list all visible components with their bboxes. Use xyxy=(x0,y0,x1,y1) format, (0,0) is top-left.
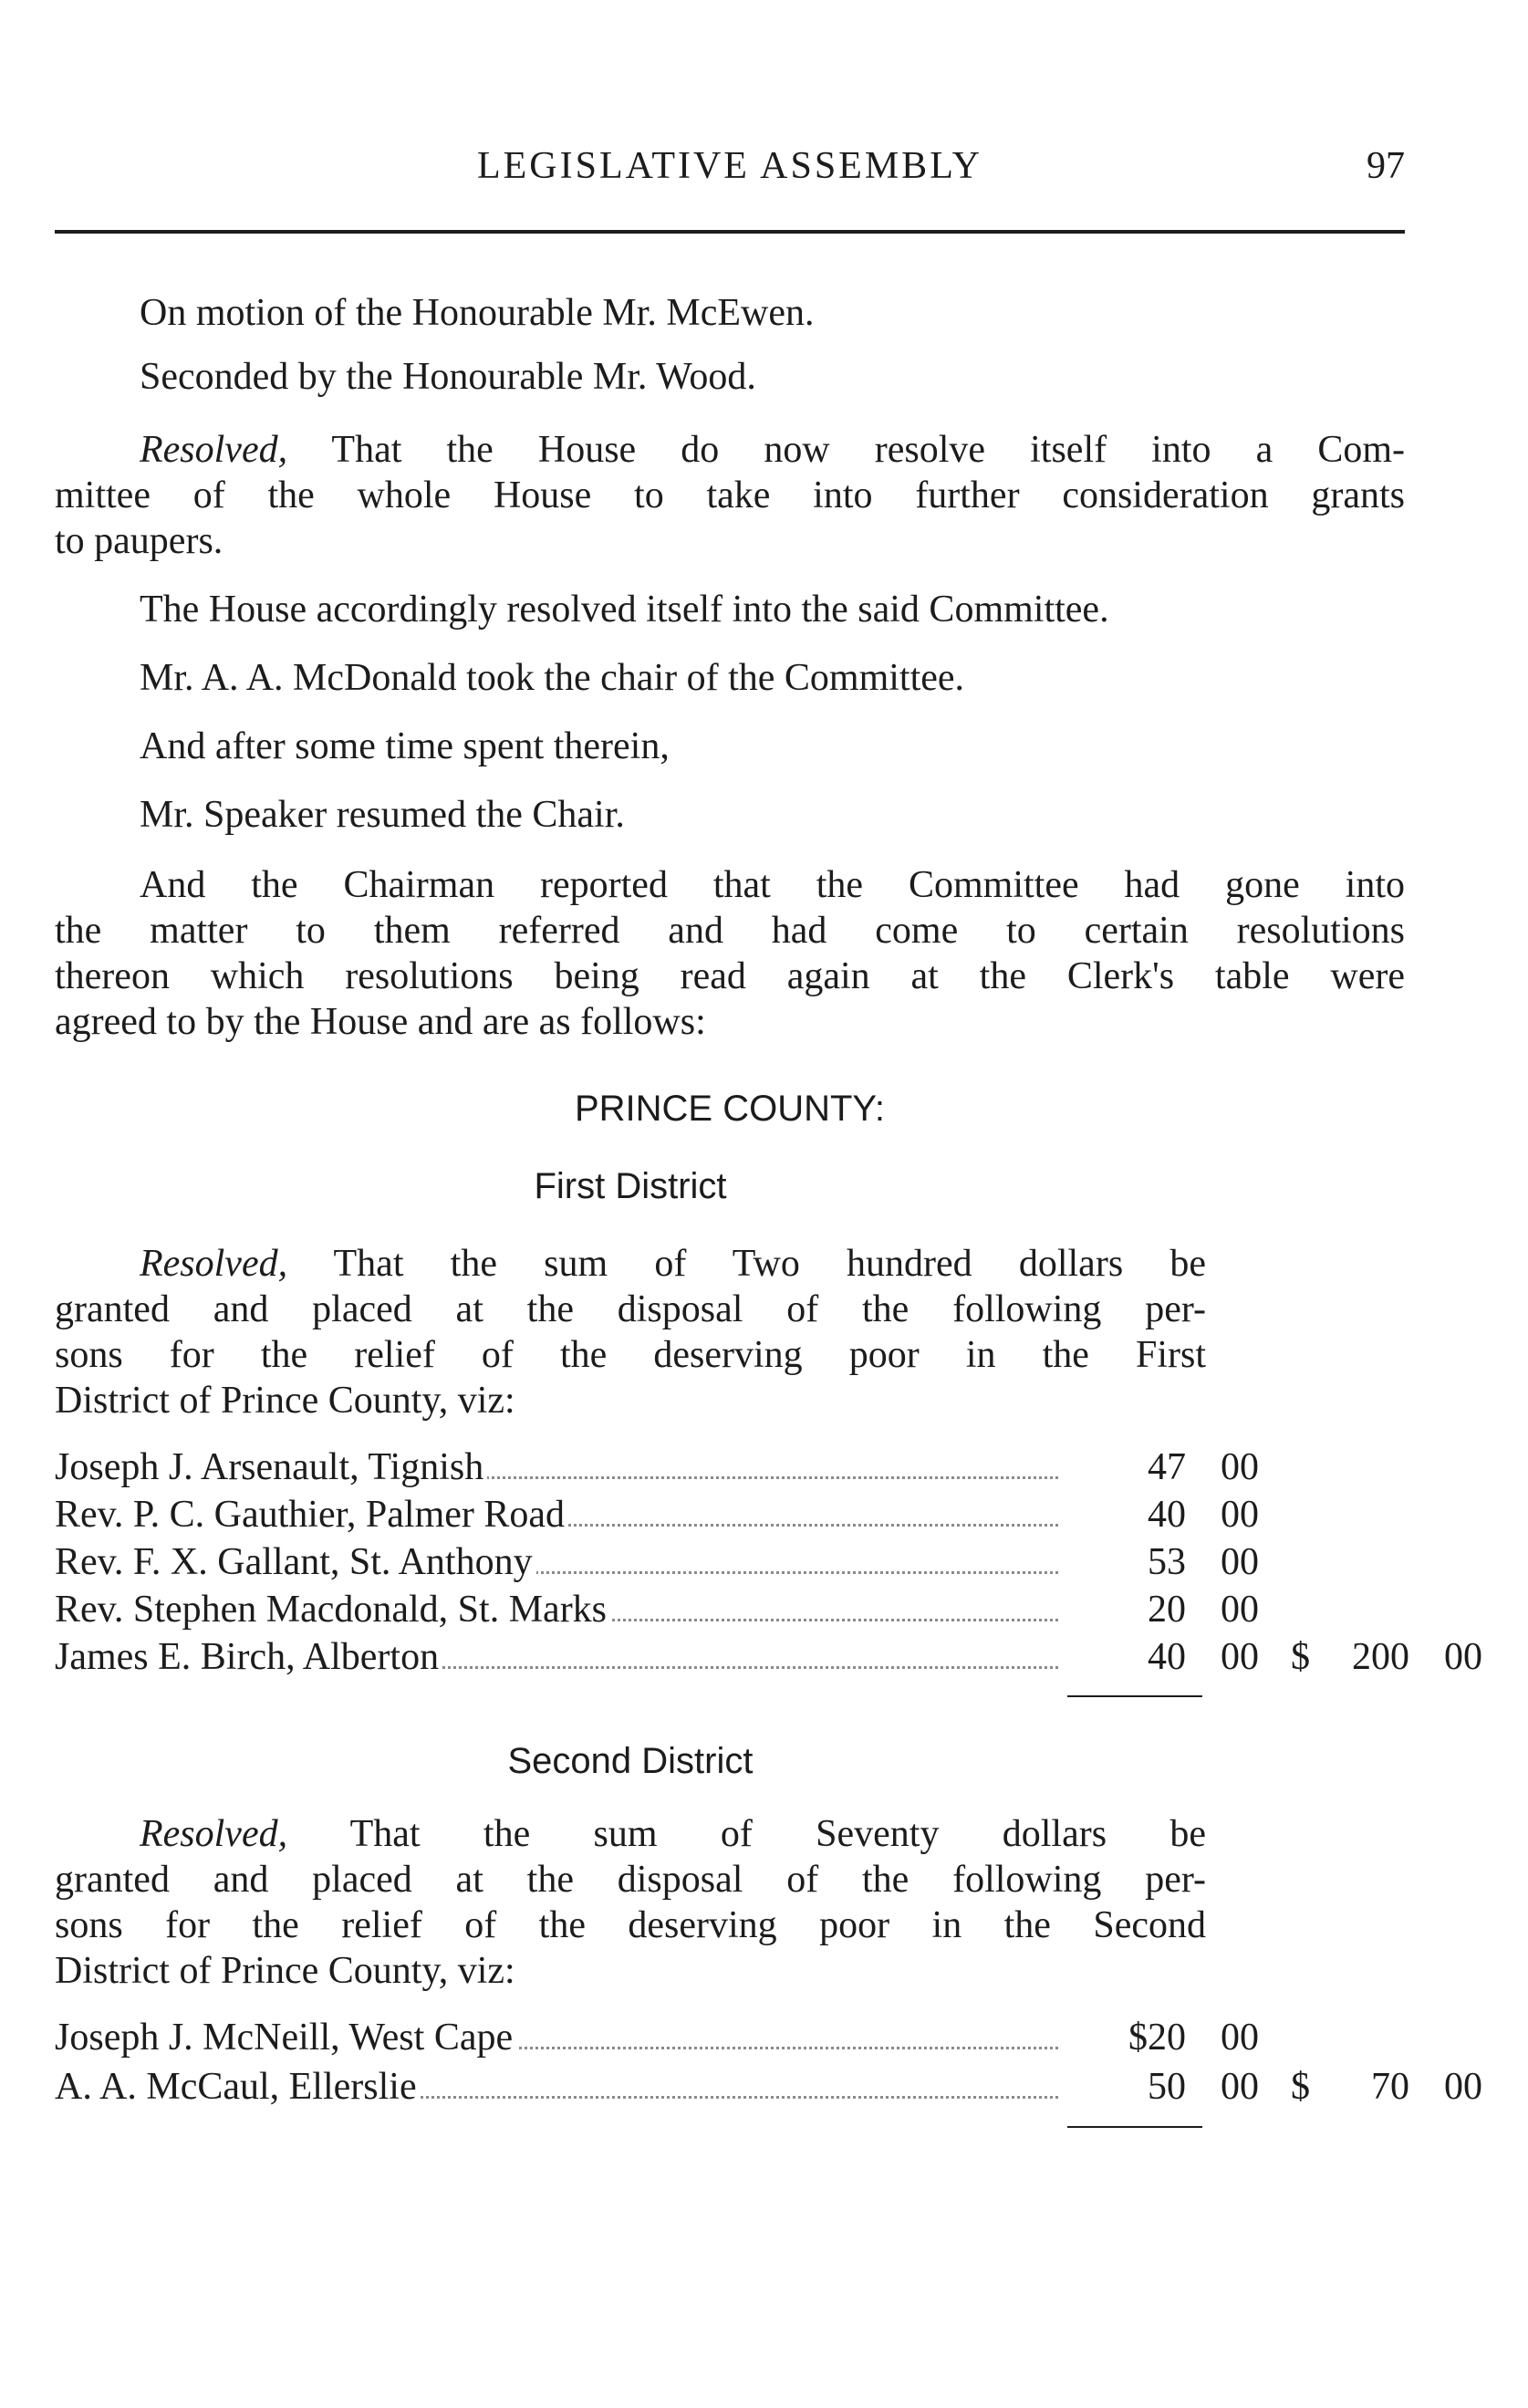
amount-dollars: 20 xyxy=(1148,1589,1186,1631)
amount-dollars: $20 xyxy=(1128,2017,1186,2059)
resolved-paragraph-line-3: to paupers. xyxy=(55,520,223,562)
running-head-title: LEGISLATIVE ASSEMBLY xyxy=(477,145,982,187)
amount-cents: 00 xyxy=(1221,2017,1259,2059)
second-district-resolved-line-1 xyxy=(140,1811,1206,1857)
total-dollars: 200 xyxy=(1352,1636,1409,1678)
total-cents: 00 xyxy=(1444,2066,1482,2108)
header-rule xyxy=(55,230,1405,234)
resolved-word: Resolved, xyxy=(140,1243,288,1285)
grant-amount xyxy=(1058,1539,1259,1585)
amount-dollars: 53 xyxy=(1148,1541,1186,1583)
amount-dollars: 47 xyxy=(1148,1446,1186,1488)
seconded-line: Seconded by the Honourable Mr. Wood. xyxy=(140,356,756,398)
grantee-name: Rev. Stephen Macdonald, St. Marks xyxy=(55,1587,610,1632)
amount-cents: 00 xyxy=(1221,1494,1259,1536)
grantee-name: Rev. P. C. Gauthier, Palmer Road xyxy=(55,1492,568,1538)
resolved-word: Resolved, xyxy=(140,429,288,471)
first-district-resolved-line-4: District of Prince County, viz: xyxy=(55,1380,515,1422)
resolved-paragraph-line-2: mittee of the whole House to take into further consideration grants xyxy=(55,474,1405,516)
resolved-text: That the sum of Two hundred dollars be xyxy=(287,1243,1206,1285)
first-district-resolved-line-3: sons for the relief of the deserving poor in the First xyxy=(55,1334,1206,1376)
house-resolved-line: The House accordingly resolved itself into the said Committee. xyxy=(140,589,1109,631)
sum-rule xyxy=(1067,2126,1202,2128)
district-total xyxy=(1291,2064,1482,2110)
total-currency: $ xyxy=(1291,2066,1310,2108)
grant-amount xyxy=(1058,1492,1259,1538)
district-heading-second: Second District xyxy=(507,1741,754,1781)
amount-cents: 00 xyxy=(1221,1589,1259,1631)
grantee-name: Rev. F. X. Gallant, St. Anthony xyxy=(55,1539,536,1585)
amount-dollars: 40 xyxy=(1148,1636,1186,1678)
first-district-resolved-line-1 xyxy=(140,1241,1206,1287)
amount-cents: 00 xyxy=(1221,1541,1259,1583)
motion-line: On motion of the Honourable Mr. McEwen. xyxy=(140,292,815,334)
report-line-3: thereon which resolutions being read again at the Clerk's table were xyxy=(55,955,1405,997)
amount-cents: 00 xyxy=(1221,1636,1259,1678)
resolved-word: Resolved, xyxy=(140,1813,288,1855)
grantee-name: A. A. McCaul, Ellerslie xyxy=(55,2064,421,2110)
resolved-text: That the sum of Seventy dollars be xyxy=(287,1813,1206,1855)
chair-taken-line: Mr. A. A. McDonald took the chair of the Committee. xyxy=(140,657,965,699)
total-dollars: 70 xyxy=(1371,2066,1409,2108)
grant-amount xyxy=(1058,2015,1259,2060)
sum-rule xyxy=(1067,1695,1202,1697)
page-header xyxy=(55,144,1405,199)
amount-cents: 00 xyxy=(1221,2066,1259,2108)
page-number: 97 xyxy=(1367,145,1405,187)
grant-amount xyxy=(1058,1444,1259,1490)
amount-dollars: 50 xyxy=(1148,2066,1186,2108)
amount-cents: 00 xyxy=(1221,1446,1259,1488)
county-heading: PRINCE COUNTY: xyxy=(574,1089,886,1129)
amount-dollars: 40 xyxy=(1148,1494,1186,1536)
first-district-resolved-line-2: granted and placed at the disposal of the following per- xyxy=(55,1288,1206,1330)
second-district-resolved-line-4: District of Prince County, viz: xyxy=(55,1950,515,1992)
resolved-paragraph-line-1 xyxy=(140,427,1405,473)
grantee-name: Joseph J. McNeill, West Cape xyxy=(55,2015,516,2060)
report-line-2: the matter to them referred and had come to certain resolutions xyxy=(55,910,1405,952)
resolved-text: That the House do now resolve itself into a Com- xyxy=(287,429,1405,471)
grant-amount xyxy=(1058,1587,1259,1632)
district-heading-first: First District xyxy=(534,1166,727,1206)
total-cents: 00 xyxy=(1444,1636,1482,1678)
grantee-name: Joseph J. Arsenault, Tignish xyxy=(55,1444,487,1490)
report-line-1: And the Chairman reported that the Committee had gone into xyxy=(140,864,1405,906)
grant-amount xyxy=(1058,2064,1259,2110)
second-district-resolved-line-2: granted and placed at the disposal of the following per- xyxy=(55,1859,1206,1901)
report-line-4: agreed to by the House and are as follows: xyxy=(55,1001,706,1043)
district-total xyxy=(1291,1634,1482,1680)
time-spent-line: And after some time spent therein, xyxy=(140,725,670,767)
speaker-resumed-line: Mr. Speaker resumed the Chair. xyxy=(140,794,625,836)
total-currency: $ xyxy=(1291,1636,1310,1678)
grant-amount xyxy=(1058,1634,1259,1680)
grantee-name: James E. Birch, Alberton xyxy=(55,1634,442,1680)
second-district-resolved-line-3: sons for the relief of the deserving poor in the Second xyxy=(55,1904,1206,1946)
